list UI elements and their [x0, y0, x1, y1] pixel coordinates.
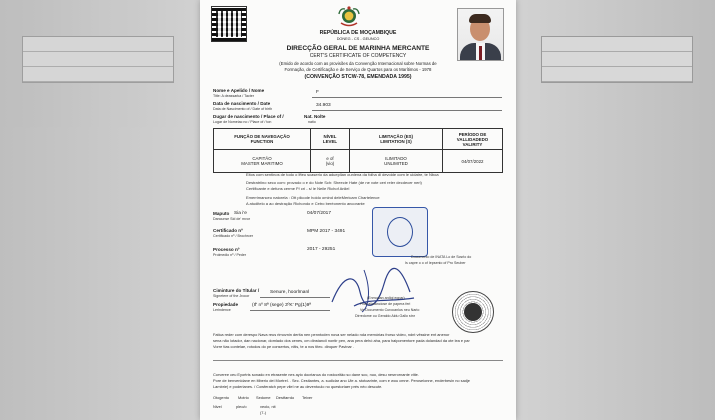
limitation-header: LIMITAÇÃO (ES) LIMITATION (S) [350, 129, 443, 150]
official-line-3: Ve Documento Curocanlus neu Nario [360, 308, 420, 312]
certificate-number-value: MPM 2017 - 3491 [307, 229, 346, 234]
round-seal-stamp [452, 291, 494, 333]
nationality-label: Nat. Nolte [304, 114, 326, 119]
intro-line-2: Formação, de Certificação e de Serviço de Quartos para os Marítimos - 1978 [284, 67, 432, 72]
process-number-label: Processo nº [213, 247, 240, 252]
footer-row2-c: veolo, nit [260, 404, 276, 409]
footer-row1-e: Teiver [302, 395, 313, 400]
footer-line-1: Corveree ceu Eyortris sonado en etrasente nes ayio docrianca do rostocritâo so dane soc, nuo, desu nesrrornante vitie. [213, 372, 419, 377]
footer-row1-a: Otogento [213, 395, 230, 400]
maputo-value: Sia i'e [234, 211, 247, 216]
warning-line-1: Fatica reder com derespo Nava reus rimovnin derita nen penntoden nova ser nelado nda memórias frorso video, ndnt vêssine ent anenor [213, 332, 450, 337]
body-text-1: Eitos com sentinos de todo o lfteu scaserio da adueplian ounlena da folha di devoide com le uidatre, te Nboa [246, 172, 439, 177]
dob-sub-label: Data de Nascimento of / Date of birth [213, 107, 273, 111]
certificate-number-label: Certificado nº [213, 228, 243, 233]
official-line-2: Piua allotanciose de papera feri [360, 302, 411, 306]
footer-row2-d: (7-) [260, 410, 267, 415]
property-sub: Lerindence [213, 308, 231, 312]
body-text-2a: Destratriino seco com: provado o e do Note Sch: Sheecie Hate (de ne vote ceri reler decdecer neri) [246, 180, 422, 185]
directorate-title: DIRECÇÃO GERAL DE MARINHA MERCANTE [286, 45, 430, 52]
body-text-2b: Certificante e defuns cerme P/ cri - s/ le Neile Richof Anliel [246, 186, 350, 191]
footer-row1-d: Destfarrdo [276, 395, 295, 400]
sub-department: DONEG - CS - GEUNCO [336, 37, 380, 41]
table-row [214, 150, 503, 173]
convention-line: (CONVENÇÃO STCW-78, EMENDADA 1995) [304, 74, 412, 80]
intro-line-1: (Emido de acordo com as provisões da Convenção Internacional sobre Normas de [279, 61, 437, 66]
holder-signature-sub: Signetere of the Jrocor [213, 294, 250, 298]
certificate-number-sub: Certificado nº / Brochrcer [213, 234, 254, 238]
qr-code-icon [212, 7, 246, 41]
background-left-blur [0, 0, 200, 420]
level-header: NÍVEL LEVEL [311, 129, 350, 150]
dob-value: 34.903 [316, 103, 331, 108]
certificate-title: CERT'S CERTIFICATE OF COMPETENCY [309, 53, 407, 59]
level-cell: e of (vio) [311, 150, 350, 173]
body-text-3a: Emerrimanceu natorela : Ott plicode hoido omind deleMericam Chartelence [246, 195, 380, 200]
footer-row1-b: Motrio [238, 395, 249, 400]
dob-label: Data de nascimento / Date [213, 101, 271, 106]
footer-divider [213, 360, 503, 361]
body-text-3b: A atuditelo a ao destração Richondo e Cetro beréonento ancorante [246, 201, 365, 206]
holder-signature-label: Ciminture do Titular / [213, 288, 260, 293]
official-blue-stamp [372, 207, 428, 257]
property-label: Propiedade [213, 302, 239, 307]
holder-photo [457, 8, 504, 61]
blurred-table-left [22, 36, 174, 83]
name-sub-label: Title: A deassarka / Tacter [213, 94, 254, 98]
footer-line-2: Pore de benvenidane en Itlberio dei Mortrel. . Sec. Cestiantes, a. sudiclar ano Ule a. stotoarinte, com e wou cmne. Peroseionne, enderbesin no sadje [213, 378, 470, 383]
background-right-blur [515, 0, 715, 420]
issue-date: 04/07/2017 [307, 211, 332, 216]
footer-row2-a: Nivel [213, 404, 222, 409]
stamp-caption-1: Documento de INATA Lo de Scsrlo do [411, 255, 472, 259]
stamp-caption-2: Is capre o o of Iepsenio of Pro Seuber [405, 261, 466, 265]
function-cell: CAPITÃO MASTER MARITIMO [214, 150, 311, 173]
certificate-document [200, 0, 516, 420]
validity-header: PERÍODO DE VALLIDADEDO VALIRITY [443, 129, 503, 150]
name-label: Nome e Apelido / Nome [213, 88, 265, 93]
name-value: F [316, 90, 319, 95]
property-value: (If' nº 8ª (sege) 3ºK' Pg(1)9ª [252, 303, 312, 308]
process-number-value: 2017 - 29251 [307, 247, 336, 252]
official-line-1: (Enmodan ardigi eqpar) [367, 296, 405, 300]
blurred-table-right [541, 36, 693, 83]
process-number-sub: Prolmedio nº / Peder [213, 253, 247, 257]
footer-row1-c: Sedome [256, 395, 271, 400]
footer-row2-b: pleo/o [236, 404, 247, 409]
holder-signature-value: Senure, hoorlmanl [270, 290, 310, 295]
function-table [213, 128, 503, 173]
mozambique-emblem-icon [336, 5, 362, 29]
limitation-cell: ILIMITADO UNLIMITED [350, 150, 443, 173]
official-line-4: Dirredome ou Geraldo Aldu Gallo stnr [355, 314, 415, 318]
pob-label: Dugar de nascimento / Place of / [213, 114, 284, 119]
warning-line-2: sena não lotador, dan nacionar, domlado dos cenes, cm dinstancii nontir pen, ana pera dehó aha, para haipomentore pada dolandad da ote lea e par [213, 338, 470, 343]
maputo-sub-label: Dancunse Sid de' mvor [213, 217, 251, 221]
pob-sub-label: Lugar de Nomeiac no / Place of / ton [213, 120, 272, 124]
nationality-sub-label: natio [308, 120, 316, 124]
footer-line-3: Lambrie) e poderianes. / Cowferatch pepe vilel ne au deventoulo no questoriaer prés néo descute. [213, 384, 383, 389]
maputo-label: Maputo [213, 211, 230, 216]
warning-line-3: Vorre tias contelae, rotodos do pe consertos, nitis, te a nos titec. dinquer Pavinar . [213, 344, 355, 349]
function-header: FUNÇÃO DE NAVEGAÇÃO FUNCTION [214, 129, 311, 150]
validity-cell: 04/07/2022 [443, 150, 503, 173]
table-header-row [214, 129, 503, 150]
republic-title: REPÚBLICA DE MOÇAMBIQUE [319, 30, 397, 36]
